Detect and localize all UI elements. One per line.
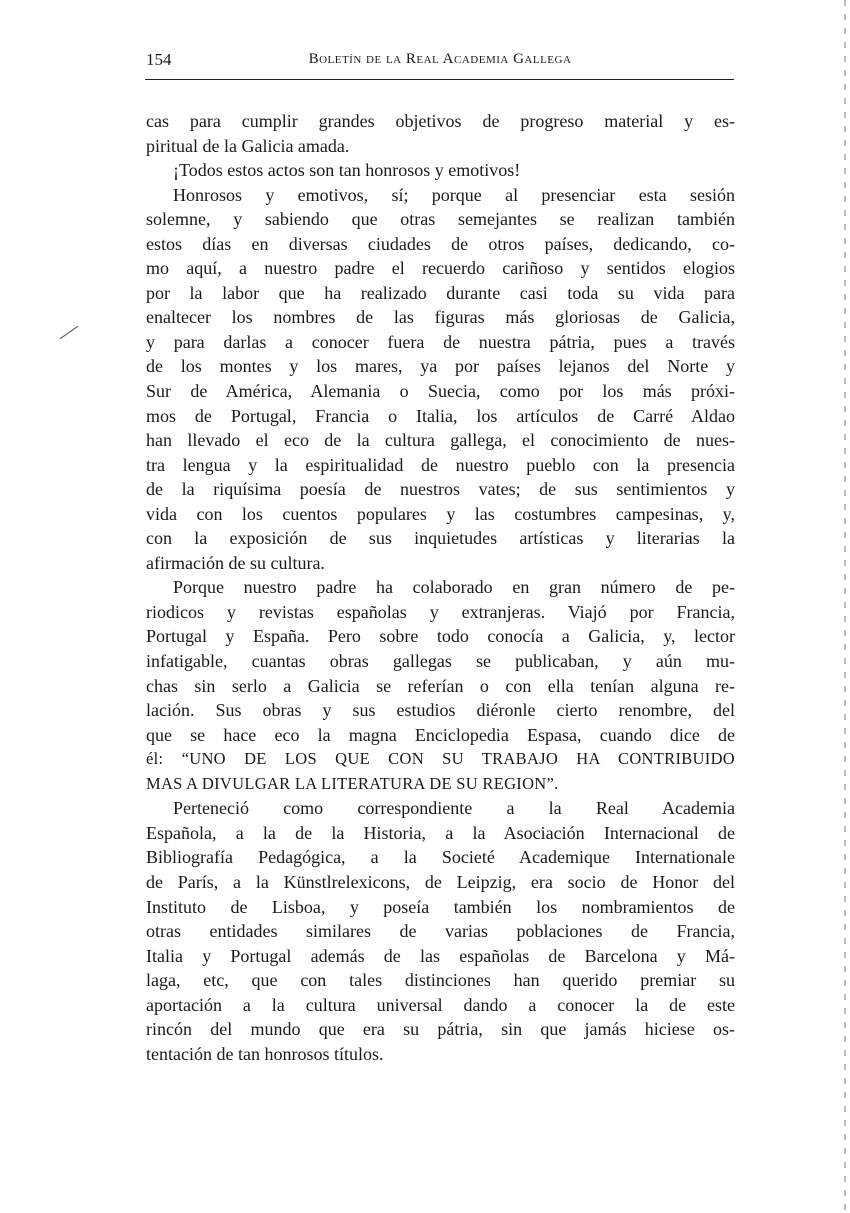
- text-line: enaltecer los nombres de las figuras más gloriosas de Galicia,: [146, 307, 735, 328]
- text-line: riodicos y revistas españolas y extranjeras. Viajó por Francia,: [146, 601, 735, 622]
- text-line: aportación a la cultura universal dando a conocer la de este: [146, 994, 735, 1015]
- text-line: que se hace eco la magna Enciclopedia Espasa, cuando dice de: [146, 724, 735, 745]
- text-line: laga, etc, que con tales distinciones han querido premiar su: [146, 970, 735, 991]
- text-line: chas sin serlo a Galicia se referían o con ella tenían alguna re-: [146, 675, 735, 696]
- text-line: de París, a la Künstlrelexicons, de Leipzig, era socio de Honor del: [146, 871, 735, 892]
- text-line: Perteneció como correspondiente a la Real Academia: [173, 798, 735, 819]
- text-line: Honrosos y emotivos, sí; porque al presenciar esta sesión: [173, 184, 735, 205]
- text-line: piritual de la Galicia amada.: [146, 135, 350, 156]
- text-line: infatigable, cuantas obras gallegas se publicaban, y aún mu-: [146, 651, 735, 672]
- text-line: cas para cumplir grandes objetivos de progreso material y es-: [146, 111, 735, 131]
- text-line: con la exposición de sus inquietudes artísticas y literarias la: [146, 528, 735, 549]
- text-line: ¡Todos estos actos son tan honrosos y emotivos!: [173, 160, 521, 181]
- text-line: y para darlas a conocer fuera de nuestra pátria, pues a través: [146, 331, 735, 352]
- text-line: tra lengua y la espiritualidad de nuestro pueblo con la presencia: [146, 454, 735, 475]
- text-line: por la labor que ha realizado durante casi toda su vida para: [146, 282, 735, 303]
- text-line: solemne, y sabiendo que otras semejantes se realizan también: [146, 209, 735, 230]
- text-line: de los montes y los mares, ya por países lejanos del Norte y: [146, 356, 735, 377]
- text-line: MAS A DIVULGAR LA LITERATURA DE SU REGION”.: [146, 773, 559, 793]
- text-line: estos días en diversas ciudades de otros países, dedicando, co-: [146, 233, 735, 254]
- text-line: Bibliografía Pedagógica, a la Societé Academique Internationale: [146, 847, 735, 868]
- text-line: él: “UNO DE LOS QUE CON SU TRABAJO HA CONTRIBUIDO: [146, 749, 735, 769]
- text-line: Portugal y España. Pero sobre todo conocía a Galicia, y, lector: [146, 626, 735, 647]
- text-line: Sur de América, Alemania o Suecia, como por los más próxi-: [146, 381, 735, 402]
- page-number: 154: [146, 50, 172, 69]
- margin-pencil-mark: [60, 326, 79, 339]
- text-line: lación. Sus obras y sus estudios diéronle cierto renombre, del: [146, 700, 735, 721]
- running-title: Boletín de la Real Academia Gallega: [308, 51, 572, 67]
- text-line: otras entidades similares de varias poblaciones de Francia,: [146, 921, 735, 942]
- text-line: Porque nuestro padre ha colaborado en gran número de pe-: [173, 577, 735, 598]
- text-line: de la riquísima poesía de nuestros vates; de sus sentimientos y: [146, 479, 735, 500]
- text-line: Italia y Portugal además de las españolas de Barcelona y Má-: [146, 945, 735, 966]
- text-line: mo aquí, a nuestro padre el recuerdo cariñoso y sentidos elogios: [146, 258, 735, 279]
- text-line: rincón del mundo que era su pátria, sin que jamás hiciese os-: [146, 1019, 735, 1040]
- header-rule: [145, 79, 734, 80]
- text-line: vida con los cuentos populares y las costumbres campesinas, y,: [146, 503, 735, 524]
- text-line: han llevado el eco de la cultura gallega, el conocimiento de nues-: [146, 430, 735, 451]
- scan-edge: [844, 0, 846, 1213]
- text-line: afirmación de su cultura.: [146, 552, 325, 573]
- body-text: [146, 109, 735, 1066]
- text-line: mos de Portugal, Francia o Italia, los artículos de Carré Aldao: [146, 405, 735, 426]
- text-line: Instituto de Lisboa, y poseía también los nombramientos de: [146, 896, 735, 917]
- text-line: Española, a la de la Historia, a la Asociación Internacional de: [146, 822, 735, 843]
- text-line: tentación de tan honrosos títulos.: [146, 1043, 384, 1064]
